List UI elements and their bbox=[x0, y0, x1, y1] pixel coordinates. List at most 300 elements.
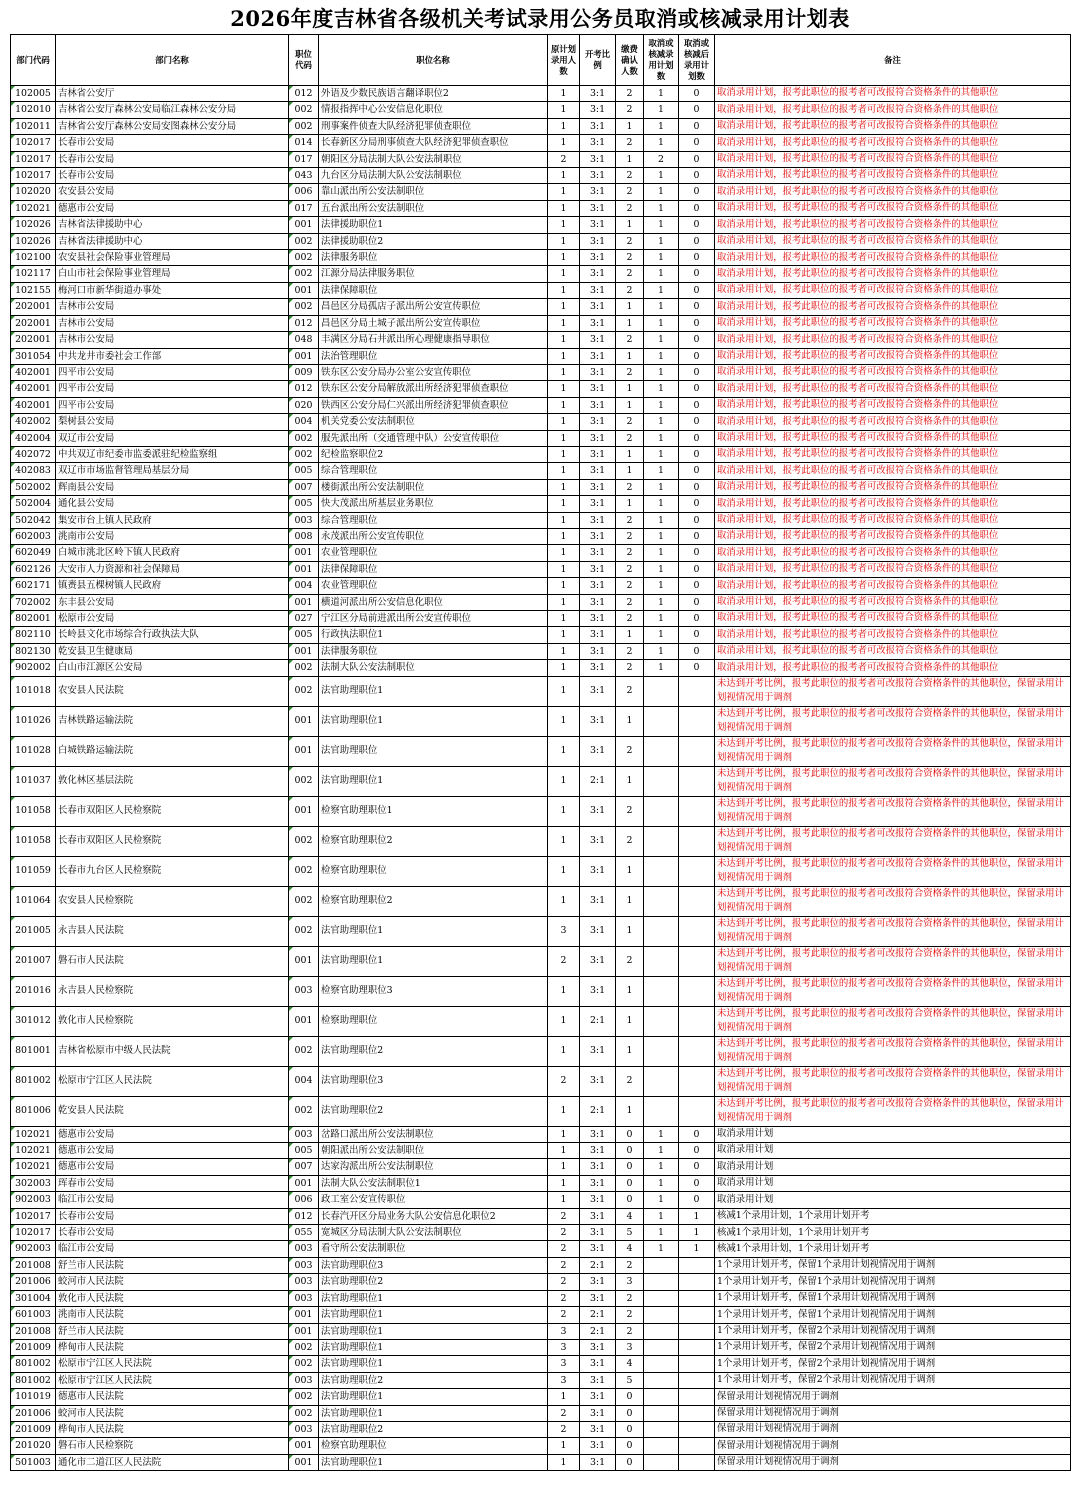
cell-paid-count: 2 bbox=[616, 1323, 644, 1339]
cell-remaining-count bbox=[679, 1274, 715, 1290]
table-row bbox=[11, 233, 1071, 249]
cell-post-name: 纪检监察职位2 bbox=[319, 446, 548, 462]
cell-exam-ratio: 3:1 bbox=[580, 1036, 616, 1066]
cell-cancel-count bbox=[644, 1257, 679, 1273]
cell-post-name: 法官助理职位2 bbox=[319, 1036, 548, 1066]
cell-paid-count: 2 bbox=[616, 578, 644, 594]
cell-exam-ratio: 3:1 bbox=[580, 381, 616, 397]
cell-plan-count: 3 bbox=[548, 916, 580, 946]
cell-cancel-count bbox=[644, 1066, 679, 1096]
cell-paid-count: 1 bbox=[616, 151, 644, 167]
cell-remark: 未达到开考比例，报考此职位的报考者可改报符合资格条件的其他职位，保留录用计划视情况用于调剂 bbox=[715, 766, 1071, 796]
cell-paid-count: 2 bbox=[616, 282, 644, 298]
cell-cancel-count: 2 bbox=[644, 151, 679, 167]
cell-plan-count: 1 bbox=[548, 826, 580, 856]
cell-remaining-count bbox=[679, 886, 715, 916]
cell-exam-ratio: 3:1 bbox=[580, 1225, 616, 1241]
cell-remark: 保留录用计划视情况用于调剂 bbox=[715, 1438, 1071, 1454]
cell-plan-count: 2 bbox=[548, 1307, 580, 1323]
cell-cancel-count: 1 bbox=[644, 479, 679, 495]
cell-exam-ratio: 3:1 bbox=[580, 102, 616, 118]
cell-remark: 取消录用计划，报考此职位的报考者可改报符合资格条件的其他职位 bbox=[715, 102, 1071, 118]
cell-exam-ratio: 3:1 bbox=[580, 348, 616, 364]
cell-paid-count: 1 bbox=[616, 706, 644, 736]
cell-dept-name: 白城市洮北区岭下镇人民政府 bbox=[56, 545, 289, 561]
cell-post-code: 017 bbox=[289, 151, 319, 167]
cell-cancel-count bbox=[644, 1405, 679, 1421]
cell-exam-ratio: 3:1 bbox=[580, 1241, 616, 1257]
cell-plan-count: 1 bbox=[548, 1126, 580, 1142]
cell-post-name: 法官助理职位1 bbox=[319, 1454, 548, 1470]
table-row bbox=[11, 414, 1071, 430]
cell-exam-ratio: 3:1 bbox=[580, 976, 616, 1006]
cell-cancel-count: 1 bbox=[644, 1241, 679, 1257]
cell-remark: 未达到开考比例，报考此职位的报考者可改报符合资格条件的其他职位，保留录用计划视情况用于调剂 bbox=[715, 1096, 1071, 1126]
table-row bbox=[11, 184, 1071, 200]
cell-paid-count: 2 bbox=[616, 332, 644, 348]
cell-dept-code: 402072 bbox=[11, 446, 56, 462]
cell-post-code: 002 bbox=[289, 1356, 319, 1372]
cell-remaining-count bbox=[679, 1006, 715, 1036]
cell-post-name: 法律保障职位 bbox=[319, 561, 548, 577]
cell-remaining-count: 0 bbox=[679, 496, 715, 512]
cell-remaining-count: 0 bbox=[679, 414, 715, 430]
table-row bbox=[11, 766, 1071, 796]
cell-cancel-count bbox=[644, 1372, 679, 1388]
cell-exam-ratio: 3:1 bbox=[580, 826, 616, 856]
cell-remaining-count: 0 bbox=[679, 430, 715, 446]
cell-remark: 1个录用计划开考，保留1个录用计划视情况用于调剂 bbox=[715, 1257, 1071, 1273]
cell-plan-count: 1 bbox=[548, 200, 580, 216]
col-header-plan-count: 原计划录用人数 bbox=[548, 35, 580, 86]
cell-plan-count: 1 bbox=[548, 1006, 580, 1036]
cell-remark: 未达到开考比例，报考此职位的报考者可改报符合资格条件的其他职位，保留录用计划视情况用于调剂 bbox=[715, 676, 1071, 706]
cell-plan-count: 1 bbox=[548, 282, 580, 298]
cell-plan-count: 1 bbox=[548, 1438, 580, 1454]
cell-dept-name: 通化县公安局 bbox=[56, 496, 289, 512]
cell-remaining-count bbox=[679, 1323, 715, 1339]
cell-post-name: 法官助理职位1 bbox=[319, 706, 548, 736]
cell-plan-count: 1 bbox=[548, 135, 580, 151]
cell-remaining-count: 0 bbox=[679, 1175, 715, 1191]
cell-plan-count: 2 bbox=[548, 1274, 580, 1290]
table-row bbox=[11, 1438, 1071, 1454]
table-row bbox=[11, 102, 1071, 118]
cell-paid-count: 2 bbox=[616, 796, 644, 826]
cell-dept-name: 长春市公安局 bbox=[56, 168, 289, 184]
cell-dept-name: 松原市宁江区人民法院 bbox=[56, 1356, 289, 1372]
table-row bbox=[11, 315, 1071, 331]
cell-remark: 未达到开考比例，报考此职位的报考者可改报符合资格条件的其他职位，保留录用计划视情况用于调剂 bbox=[715, 946, 1071, 976]
cell-dept-name: 双辽市市场监督管理局基层分局 bbox=[56, 463, 289, 479]
table-row bbox=[11, 1274, 1071, 1290]
cell-remaining-count: 0 bbox=[679, 233, 715, 249]
table-row bbox=[11, 479, 1071, 495]
cell-dept-code: 202001 bbox=[11, 299, 56, 315]
cell-remark: 未达到开考比例，报考此职位的报考者可改报符合资格条件的其他职位，保留录用计划视情况用于调剂 bbox=[715, 736, 1071, 766]
cell-cancel-count: 1 bbox=[644, 184, 679, 200]
cell-plan-count: 3 bbox=[548, 1323, 580, 1339]
cell-exam-ratio: 3:1 bbox=[580, 1159, 616, 1175]
cell-post-code: 002 bbox=[289, 266, 319, 282]
cell-remaining-count: 0 bbox=[679, 266, 715, 282]
cell-dept-name: 德惠市公安局 bbox=[56, 200, 289, 216]
cell-dept-code: 902003 bbox=[11, 1192, 56, 1208]
cell-post-name: 法制大队公安法制职位1 bbox=[319, 1175, 548, 1191]
cell-cancel-count: 1 bbox=[644, 200, 679, 216]
table-body bbox=[11, 86, 1071, 1471]
table-row bbox=[11, 1405, 1071, 1421]
cell-remaining-count: 0 bbox=[679, 282, 715, 298]
cell-post-code: 012 bbox=[289, 381, 319, 397]
cell-dept-code: 402001 bbox=[11, 397, 56, 413]
cell-paid-count: 2 bbox=[616, 561, 644, 577]
cell-cancel-count: 1 bbox=[644, 168, 679, 184]
cell-remark: 取消录用计划，报考此职位的报考者可改报符合资格条件的其他职位 bbox=[715, 643, 1071, 659]
cell-dept-name: 临江市公安局 bbox=[56, 1192, 289, 1208]
cell-remaining-count: 0 bbox=[679, 184, 715, 200]
cell-dept-name: 农安县公安局 bbox=[56, 184, 289, 200]
cell-post-code: 002 bbox=[289, 446, 319, 462]
cell-dept-code: 201006 bbox=[11, 1274, 56, 1290]
cell-dept-name: 东丰县公安局 bbox=[56, 594, 289, 610]
table-row bbox=[11, 1290, 1071, 1306]
cell-paid-count: 3 bbox=[616, 1274, 644, 1290]
cell-dept-name: 松原市公安局 bbox=[56, 611, 289, 627]
cell-dept-name: 吉林省法律援助中心 bbox=[56, 217, 289, 233]
table-row bbox=[11, 332, 1071, 348]
cell-post-name: 长春汽开区分局业务大队公安信息化职位2 bbox=[319, 1208, 548, 1224]
cell-cancel-count: 1 bbox=[644, 1208, 679, 1224]
cell-dept-code: 902002 bbox=[11, 660, 56, 676]
cell-dept-name: 吉林市公安局 bbox=[56, 332, 289, 348]
cell-post-name: 检察官助理职位 bbox=[319, 856, 548, 886]
cell-exam-ratio: 3:1 bbox=[580, 1389, 616, 1405]
cell-remaining-count bbox=[679, 1389, 715, 1405]
cell-exam-ratio: 3:1 bbox=[580, 736, 616, 766]
cell-plan-count: 2 bbox=[548, 1421, 580, 1437]
cell-remark: 取消录用计划，报考此职位的报考者可改报符合资格条件的其他职位 bbox=[715, 332, 1071, 348]
cell-plan-count: 1 bbox=[548, 545, 580, 561]
cell-paid-count: 1 bbox=[616, 1096, 644, 1126]
cell-remaining-count: 0 bbox=[679, 446, 715, 462]
table-row bbox=[11, 1421, 1071, 1437]
cell-post-name: 法官助理职位1 bbox=[319, 1405, 548, 1421]
cell-dept-name: 中共龙井市委社会工作部 bbox=[56, 348, 289, 364]
cell-post-code: 001 bbox=[289, 706, 319, 736]
cell-post-name: 铁东区公安分局办公室公安宣传职位 bbox=[319, 364, 548, 380]
cell-post-code: 004 bbox=[289, 578, 319, 594]
table-row bbox=[11, 135, 1071, 151]
cell-exam-ratio: 2:1 bbox=[580, 766, 616, 796]
cell-paid-count: 4 bbox=[616, 1356, 644, 1372]
table-row bbox=[11, 381, 1071, 397]
cell-paid-count: 2 bbox=[616, 1307, 644, 1323]
table-row bbox=[11, 976, 1071, 1006]
cell-remark: 未达到开考比例，报考此职位的报考者可改报符合资格条件的其他职位，保留录用计划视情况用于调剂 bbox=[715, 856, 1071, 886]
cell-remaining-count: 0 bbox=[679, 594, 715, 610]
cell-paid-count: 1 bbox=[616, 766, 644, 796]
cell-remaining-count: 0 bbox=[679, 528, 715, 544]
cell-exam-ratio: 3:1 bbox=[580, 86, 616, 102]
cell-remaining-count: 0 bbox=[679, 250, 715, 266]
table-row bbox=[11, 886, 1071, 916]
cell-exam-ratio: 3:1 bbox=[580, 168, 616, 184]
cell-remark: 1个录用计划开考，保留2个录用计划视情况用于调剂 bbox=[715, 1372, 1071, 1388]
cell-cancel-count: 1 bbox=[644, 266, 679, 282]
cell-remaining-count bbox=[679, 1339, 715, 1355]
cell-exam-ratio: 2:1 bbox=[580, 1257, 616, 1273]
table-row bbox=[11, 1126, 1071, 1142]
cell-dept-code: 102017 bbox=[11, 1225, 56, 1241]
cell-paid-count: 1 bbox=[616, 916, 644, 946]
plan-table bbox=[10, 34, 1071, 1471]
cell-plan-count: 1 bbox=[548, 643, 580, 659]
cell-remaining-count bbox=[679, 1405, 715, 1421]
cell-plan-count: 2 bbox=[548, 1290, 580, 1306]
cell-remaining-count: 0 bbox=[679, 397, 715, 413]
cell-exam-ratio: 3:1 bbox=[580, 266, 616, 282]
table-row bbox=[11, 1225, 1071, 1241]
cell-post-code: 003 bbox=[289, 1274, 319, 1290]
cell-paid-count: 2 bbox=[616, 1290, 644, 1306]
cell-cancel-count: 1 bbox=[644, 1225, 679, 1241]
cell-dept-name: 辉南县公安局 bbox=[56, 479, 289, 495]
cell-paid-count: 2 bbox=[616, 545, 644, 561]
table-row bbox=[11, 736, 1071, 766]
cell-cancel-count: 1 bbox=[644, 86, 679, 102]
cell-paid-count: 1 bbox=[616, 1036, 644, 1066]
cell-dept-name: 吉林省公安厅森林公安局临江森林公安分局 bbox=[56, 102, 289, 118]
cell-dept-name: 德惠市公安局 bbox=[56, 1143, 289, 1159]
cell-remaining-count: 0 bbox=[679, 1192, 715, 1208]
cell-post-name: 江源分局法律服务职位 bbox=[319, 266, 548, 282]
cell-post-name: 九台区分局法制大队公安法制职位 bbox=[319, 168, 548, 184]
cell-dept-code: 402002 bbox=[11, 414, 56, 430]
cell-remaining-count: 0 bbox=[679, 611, 715, 627]
cell-post-name: 看守所公安法制职位 bbox=[319, 1241, 548, 1257]
cell-dept-name: 长春市公安局 bbox=[56, 135, 289, 151]
cell-cancel-count: 1 bbox=[644, 430, 679, 446]
cell-exam-ratio: 3:1 bbox=[580, 512, 616, 528]
cell-post-name: 农业管理职位 bbox=[319, 545, 548, 561]
cell-cancel-count bbox=[644, 976, 679, 1006]
cell-post-name: 法律援助职位1 bbox=[319, 217, 548, 233]
cell-dept-code: 602171 bbox=[11, 578, 56, 594]
cell-dept-code: 801001 bbox=[11, 1036, 56, 1066]
table-row bbox=[11, 118, 1071, 134]
cell-plan-count: 2 bbox=[548, 1405, 580, 1421]
cell-post-name: 情报指挥中心公安信息化职位 bbox=[319, 102, 548, 118]
cell-dept-code: 201020 bbox=[11, 1438, 56, 1454]
cell-exam-ratio: 3:1 bbox=[580, 1421, 616, 1437]
cell-plan-count: 1 bbox=[548, 102, 580, 118]
cell-paid-count: 2 bbox=[616, 826, 644, 856]
cell-plan-count: 3 bbox=[548, 1372, 580, 1388]
cell-remaining-count: 1 bbox=[679, 1208, 715, 1224]
cell-dept-code: 201008 bbox=[11, 1257, 56, 1273]
cell-cancel-count: 1 bbox=[644, 233, 679, 249]
cell-post-code: 027 bbox=[289, 611, 319, 627]
cell-dept-name: 白山市社会保险事业管理局 bbox=[56, 266, 289, 282]
cell-paid-count: 1 bbox=[616, 1006, 644, 1036]
cell-cancel-count bbox=[644, 1274, 679, 1290]
cell-post-name: 法官助理职位2 bbox=[319, 1372, 548, 1388]
table-row bbox=[11, 1036, 1071, 1066]
cell-post-code: 006 bbox=[289, 1192, 319, 1208]
cell-post-name: 朝阳区分局法制大队公安法制职位 bbox=[319, 151, 548, 167]
cell-paid-count: 2 bbox=[616, 1257, 644, 1273]
table-row bbox=[11, 611, 1071, 627]
cell-post-name: 法官助理职位1 bbox=[319, 1389, 548, 1405]
cell-paid-count: 4 bbox=[616, 1208, 644, 1224]
cell-remaining-count: 0 bbox=[679, 348, 715, 364]
cell-remark: 取消录用计划，报考此职位的报考者可改报符合资格条件的其他职位 bbox=[715, 250, 1071, 266]
cell-dept-name: 吉林市公安局 bbox=[56, 299, 289, 315]
cell-remark: 未达到开考比例，报考此职位的报考者可改报符合资格条件的其他职位，保留录用计划视情况用于调剂 bbox=[715, 826, 1071, 856]
cell-post-code: 002 bbox=[289, 1096, 319, 1126]
cell-remark: 取消录用计划，报考此职位的报考者可改报符合资格条件的其他职位 bbox=[715, 627, 1071, 643]
cell-cancel-count bbox=[644, 856, 679, 886]
cell-plan-count: 1 bbox=[548, 528, 580, 544]
cell-post-code: 003 bbox=[289, 512, 319, 528]
cell-paid-count: 1 bbox=[616, 348, 644, 364]
table-row bbox=[11, 643, 1071, 659]
cell-post-name: 靠山派出所公安法制职位 bbox=[319, 184, 548, 200]
cell-cancel-count bbox=[644, 1307, 679, 1323]
cell-post-code: 017 bbox=[289, 200, 319, 216]
table-row bbox=[11, 627, 1071, 643]
cell-dept-code: 201009 bbox=[11, 1421, 56, 1437]
col-header-post-code: 职位代码 bbox=[289, 35, 319, 86]
cell-dept-code: 801002 bbox=[11, 1066, 56, 1096]
cell-remaining-count bbox=[679, 1454, 715, 1470]
cell-exam-ratio: 3:1 bbox=[580, 1339, 616, 1355]
header-row bbox=[11, 35, 1071, 86]
cell-dept-name: 吉林省法律援助中心 bbox=[56, 233, 289, 249]
cell-remark: 1个录用计划开考，保留2个录用计划视情况用于调剂 bbox=[715, 1356, 1071, 1372]
cell-dept-code: 102017 bbox=[11, 168, 56, 184]
cell-dept-name: 德惠市公安局 bbox=[56, 1126, 289, 1142]
cell-remark: 取消录用计划，报考此职位的报考者可改报符合资格条件的其他职位 bbox=[715, 528, 1071, 544]
cell-post-code: 001 bbox=[289, 796, 319, 826]
col-header-remaining-count: 取消或核减后录用计划数 bbox=[679, 35, 715, 86]
cell-paid-count: 2 bbox=[616, 1066, 644, 1096]
cell-paid-count: 2 bbox=[616, 643, 644, 659]
cell-plan-count: 1 bbox=[548, 1096, 580, 1126]
cell-plan-count: 1 bbox=[548, 766, 580, 796]
cell-paid-count: 2 bbox=[616, 266, 644, 282]
table-row bbox=[11, 397, 1071, 413]
cell-exam-ratio: 3:1 bbox=[580, 1454, 616, 1470]
cell-exam-ratio: 3:1 bbox=[580, 1372, 616, 1388]
table-row bbox=[11, 299, 1071, 315]
cell-paid-count: 2 bbox=[616, 250, 644, 266]
cell-dept-code: 102010 bbox=[11, 102, 56, 118]
cell-post-code: 001 bbox=[289, 348, 319, 364]
cell-remark: 取消录用计划，报考此职位的报考者可改报符合资格条件的其他职位 bbox=[715, 381, 1071, 397]
cell-exam-ratio: 3:1 bbox=[580, 916, 616, 946]
cell-exam-ratio: 3:1 bbox=[580, 282, 616, 298]
cell-remark: 取消录用计划，报考此职位的报考者可改报符合资格条件的其他职位 bbox=[715, 496, 1071, 512]
table-row bbox=[11, 594, 1071, 610]
col-header-remark: 备注 bbox=[715, 35, 1071, 86]
cell-post-name: 检察官助理职位1 bbox=[319, 796, 548, 826]
cell-paid-count: 2 bbox=[616, 660, 644, 676]
cell-exam-ratio: 3:1 bbox=[580, 561, 616, 577]
cell-paid-count: 0 bbox=[616, 1389, 644, 1405]
cell-exam-ratio: 3:1 bbox=[580, 1175, 616, 1191]
cell-plan-count: 2 bbox=[548, 1066, 580, 1096]
cell-dept-code: 502002 bbox=[11, 479, 56, 495]
cell-remaining-count: 0 bbox=[679, 200, 715, 216]
col-header-exam-ratio: 开考比例 bbox=[580, 35, 616, 86]
cell-dept-name: 舒兰市人民法院 bbox=[56, 1323, 289, 1339]
cell-dept-code: 102026 bbox=[11, 217, 56, 233]
cell-remaining-count: 0 bbox=[679, 463, 715, 479]
cell-exam-ratio: 3:1 bbox=[580, 463, 616, 479]
cell-plan-count: 1 bbox=[548, 118, 580, 134]
cell-remark: 取消录用计划 bbox=[715, 1159, 1071, 1175]
cell-post-name: 法官助理职位1 bbox=[319, 1356, 548, 1372]
cell-remaining-count: 0 bbox=[679, 1159, 715, 1175]
cell-plan-count: 1 bbox=[548, 706, 580, 736]
cell-remark: 取消录用计划，报考此职位的报考者可改报符合资格条件的其他职位 bbox=[715, 151, 1071, 167]
cell-cancel-count bbox=[644, 1036, 679, 1066]
cell-remaining-count: 0 bbox=[679, 168, 715, 184]
cell-remaining-count: 0 bbox=[679, 1126, 715, 1142]
cell-remaining-count: 0 bbox=[679, 512, 715, 528]
cell-post-code: 009 bbox=[289, 364, 319, 380]
cell-cancel-count bbox=[644, 826, 679, 856]
cell-cancel-count: 1 bbox=[644, 250, 679, 266]
cell-dept-name: 乾安县卫生健康局 bbox=[56, 643, 289, 659]
cell-remaining-count: 0 bbox=[679, 545, 715, 561]
cell-remark: 1个录用计划开考，保留2个录用计划视情况用于调剂 bbox=[715, 1339, 1071, 1355]
cell-post-code: 012 bbox=[289, 1208, 319, 1224]
cell-plan-count: 1 bbox=[548, 250, 580, 266]
cell-post-code: 001 bbox=[289, 1323, 319, 1339]
cell-paid-count: 0 bbox=[616, 1126, 644, 1142]
cell-plan-count: 1 bbox=[548, 594, 580, 610]
cell-paid-count: 0 bbox=[616, 1175, 644, 1191]
cell-exam-ratio: 3:1 bbox=[580, 1192, 616, 1208]
table-row bbox=[11, 496, 1071, 512]
cell-post-code: 003 bbox=[289, 1241, 319, 1257]
cell-remark: 取消录用计划，报考此职位的报考者可改报符合资格条件的其他职位 bbox=[715, 282, 1071, 298]
cell-plan-count: 1 bbox=[548, 512, 580, 528]
cell-remark: 取消录用计划，报考此职位的报考者可改报符合资格条件的其他职位 bbox=[715, 430, 1071, 446]
table-row bbox=[11, 916, 1071, 946]
cell-remaining-count bbox=[679, 1257, 715, 1273]
cell-dept-name: 镇赉县五棵树镇人民政府 bbox=[56, 578, 289, 594]
cell-post-name: 宁江区分局前进派出所公安宣传职位 bbox=[319, 611, 548, 627]
table-row bbox=[11, 348, 1071, 364]
cell-cancel-count bbox=[644, 676, 679, 706]
cell-cancel-count: 1 bbox=[644, 118, 679, 134]
cell-exam-ratio: 2:1 bbox=[580, 1096, 616, 1126]
cell-paid-count: 0 bbox=[616, 1143, 644, 1159]
cell-remark: 取消录用计划，报考此职位的报考者可改报符合资格条件的其他职位 bbox=[715, 118, 1071, 134]
cell-remark: 取消录用计划，报考此职位的报考者可改报符合资格条件的其他职位 bbox=[715, 184, 1071, 200]
cell-remaining-count bbox=[679, 976, 715, 1006]
cell-paid-count: 1 bbox=[616, 446, 644, 462]
cell-dept-name: 农安县社会保险事业管理局 bbox=[56, 250, 289, 266]
cell-post-name: 检察官助理职位2 bbox=[319, 826, 548, 856]
cell-exam-ratio: 3:1 bbox=[580, 135, 616, 151]
cell-paid-count: 2 bbox=[616, 594, 644, 610]
table-row bbox=[11, 946, 1071, 976]
